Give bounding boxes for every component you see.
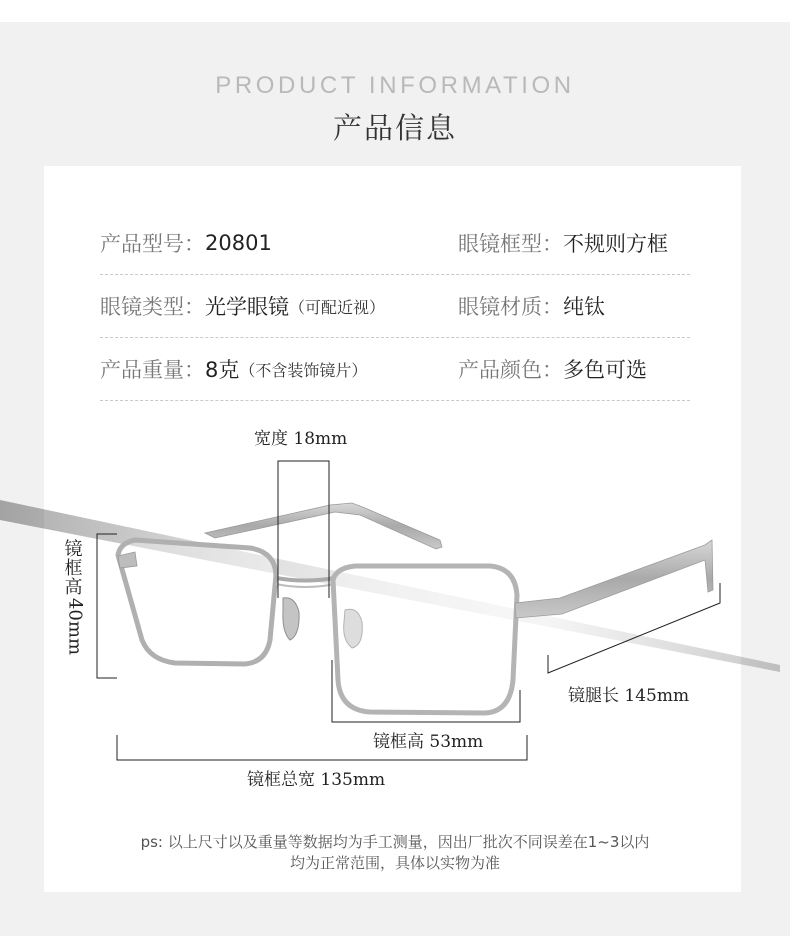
footnote-line-2: 均为正常范围，具体以实物为准: [289, 854, 500, 872]
spec-note: （可配近视）: [289, 298, 386, 317]
total-width-label: 镜框总宽 135mm: [247, 770, 386, 790]
spec-label: 产品颜色：: [458, 358, 563, 382]
bridge-top: [276, 584, 335, 587]
frame-height-chars: 镜框高: [64, 539, 83, 598]
frame-height-left-label: [64, 539, 86, 656]
spec-label: 产品型号：: [100, 232, 205, 256]
nose-pad-left: [283, 598, 299, 640]
lens-height-label: 镜框高 53mm: [373, 732, 484, 752]
spec-value: 8克: [205, 358, 240, 382]
spec-label: 产品重量：: [100, 358, 205, 382]
spec-note: （不含装饰镜片）: [239, 361, 368, 380]
page-title: 产品信息: [332, 111, 457, 145]
spec-value: 纯钛: [563, 295, 605, 319]
footnote: [0, 832, 790, 874]
spec-label: 眼镜材质：: [458, 295, 563, 319]
frame-height-value: 40mm: [64, 597, 86, 656]
right-lens-frame: [333, 566, 517, 713]
english-heading: PRODUCT INFORMATION: [215, 72, 575, 99]
spec-value: 光学眼镜: [205, 295, 289, 319]
temple-length-label: 镜腿长 145mm: [568, 686, 690, 706]
spec-value: 20801: [205, 231, 272, 255]
left-lens-frame: [118, 540, 276, 664]
spec-label: 眼镜框型：: [458, 232, 563, 256]
spec-value: 多色可选: [563, 358, 647, 382]
spec-value: 不规则方框: [563, 232, 668, 256]
bridge-width-label: 宽度 18mm: [254, 429, 348, 449]
footnote-line-1: ps: 以上尺寸以及重量等数据均为手工测量，因出厂批次不同误差在1~3以内: [140, 833, 650, 851]
temple-far: [205, 503, 442, 549]
temple-near: [515, 540, 713, 618]
left-height-line: [97, 534, 117, 678]
spec-label: 眼镜类型：: [100, 295, 205, 319]
